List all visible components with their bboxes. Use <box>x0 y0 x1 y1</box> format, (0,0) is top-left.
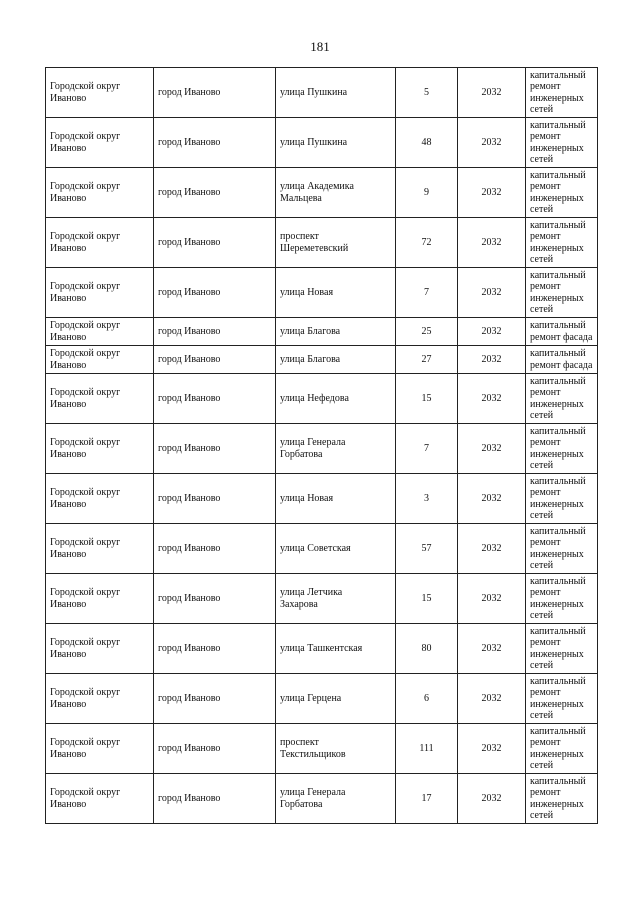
year-cell <box>458 268 526 318</box>
house-number-cell <box>396 168 458 218</box>
year-cell <box>458 346 526 374</box>
table-row <box>46 574 598 624</box>
district-cell <box>46 624 154 674</box>
year-cell <box>458 724 526 774</box>
work-type-cell-line: инженерных <box>530 498 584 510</box>
street-cell <box>276 724 396 774</box>
year-cell <box>458 674 526 724</box>
street-cell-line: улица Ташкентская <box>280 642 363 654</box>
district-cell <box>46 318 154 346</box>
city-cell <box>154 624 276 674</box>
city-cell-text: город Иваново <box>158 236 221 248</box>
city-cell-text: город Иваново <box>158 742 221 754</box>
house-number-cell <box>396 68 458 118</box>
street-cell-line: улица Академика <box>280 181 354 192</box>
district-cell <box>46 218 154 268</box>
street-cell-line: улица Герцена <box>280 692 342 704</box>
page-number: 181 <box>310 39 330 54</box>
table-row <box>46 524 598 574</box>
work-type-cell <box>526 624 598 674</box>
street-cell <box>276 168 396 218</box>
work-type-cell-line: инженерных <box>530 92 584 104</box>
street-cell <box>276 68 396 118</box>
district-cell-line: Городской округ <box>50 281 121 292</box>
district-cell-line: Городской округ <box>50 181 121 192</box>
street-cell-line: проспект <box>280 737 319 748</box>
work-type-cell-line: капитальный <box>530 675 586 687</box>
district-cell-line: Иваново <box>50 331 87 343</box>
district-cell <box>46 346 154 374</box>
work-type-cell-line: сетей <box>530 810 554 821</box>
work-type-cell <box>526 374 598 424</box>
city-cell <box>154 774 276 824</box>
city-cell-text: город Иваново <box>158 542 221 554</box>
work-type-cell-line: ремонт <box>530 437 561 448</box>
table-row <box>46 346 598 374</box>
city-cell-text: город Иваново <box>158 286 221 298</box>
work-type-cell-line: ремонт <box>530 787 561 798</box>
house-number-cell <box>396 724 458 774</box>
year-cell <box>458 574 526 624</box>
work-type-cell-line: ремонт <box>530 81 561 92</box>
year-cell-text: 2032 <box>481 353 502 365</box>
work-type-cell-line: инженерных <box>530 192 584 204</box>
house-number-cell-text: 80 <box>421 642 432 654</box>
work-type-cell-line: сетей <box>530 410 554 421</box>
street-cell-line: улица Новая <box>280 286 334 298</box>
table-row <box>46 724 598 774</box>
district-cell-line: Городской округ <box>50 437 121 448</box>
work-type-cell-line: капитальный <box>530 475 586 487</box>
table-row <box>46 318 598 346</box>
city-cell <box>154 674 276 724</box>
district-cell-line: Иваново <box>50 748 87 760</box>
district-cell-line: Иваново <box>50 798 87 810</box>
house-number-cell-text: 6 <box>424 692 429 704</box>
work-type-cell-line: сетей <box>530 460 554 471</box>
work-type-cell-line: ремонт <box>530 131 561 142</box>
city-cell <box>154 724 276 774</box>
city-cell-text: город Иваново <box>158 592 221 604</box>
house-number-cell <box>396 574 458 624</box>
work-type-cell-line: сетей <box>530 510 554 521</box>
street-cell-line: улица Летчика <box>280 587 343 598</box>
work-type-cell-line: инженерных <box>530 292 584 304</box>
city-cell <box>154 118 276 168</box>
table-row <box>46 218 598 268</box>
work-type-cell <box>526 524 598 574</box>
street-cell <box>276 674 396 724</box>
district-cell-line: Городской округ <box>50 637 121 648</box>
work-type-cell-line: ремонт <box>530 231 561 242</box>
city-cell-text: город Иваново <box>158 692 221 704</box>
year-cell-text: 2032 <box>481 325 502 337</box>
street-cell <box>276 318 396 346</box>
district-cell-line: Иваново <box>50 292 87 304</box>
year-cell-text: 2032 <box>481 592 502 604</box>
work-type-cell-line: сетей <box>530 304 554 315</box>
year-cell-text: 2032 <box>481 792 502 804</box>
district-cell-line: Иваново <box>50 498 87 510</box>
work-type-cell-line: капитальный <box>530 775 586 787</box>
house-number-cell-text: 7 <box>424 442 429 454</box>
table-row <box>46 68 598 118</box>
year-cell-text: 2032 <box>481 392 502 404</box>
work-type-cell-line: сетей <box>530 660 554 671</box>
work-type-cell-line: ремонт фасада <box>530 331 593 343</box>
table-row <box>46 118 598 168</box>
street-cell <box>276 374 396 424</box>
work-type-cell-line: инженерных <box>530 548 584 560</box>
work-type-cell <box>526 424 598 474</box>
work-type-cell-line: сетей <box>530 254 554 265</box>
district-cell <box>46 168 154 218</box>
city-cell <box>154 574 276 624</box>
year-cell-text: 2032 <box>481 236 502 248</box>
district-cell-line: Городской округ <box>50 587 121 598</box>
work-type-cell-line: капитальный <box>530 269 586 281</box>
work-type-cell-line: инженерных <box>530 748 584 760</box>
house-number-cell-text: 7 <box>424 286 429 298</box>
work-type-cell-line: инженерных <box>530 242 584 254</box>
work-type-cell-line: сетей <box>530 154 554 165</box>
table-row <box>46 168 598 218</box>
work-type-cell-line: капитальный <box>530 348 586 359</box>
year-cell <box>458 168 526 218</box>
street-cell-line: улица Благова <box>280 325 341 337</box>
house-number-cell <box>396 524 458 574</box>
work-type-cell-line: ремонт <box>530 537 561 548</box>
district-cell-line: Городской округ <box>50 787 121 798</box>
work-type-cell-line: ремонт <box>530 687 561 698</box>
street-cell <box>276 524 396 574</box>
work-type-cell-line: сетей <box>530 710 554 721</box>
work-type-cell-line: инженерных <box>530 648 584 660</box>
house-number-cell-text: 17 <box>421 792 432 804</box>
house-number-cell <box>396 218 458 268</box>
work-type-cell-line: капитальный <box>530 725 586 737</box>
address-program-table <box>45 67 598 824</box>
work-type-cell <box>526 674 598 724</box>
street-cell-line: Мальцева <box>280 192 322 204</box>
street-cell-line: улица Новая <box>280 492 334 504</box>
year-cell <box>458 524 526 574</box>
city-cell <box>154 524 276 574</box>
district-cell-line: Городской округ <box>50 687 121 698</box>
work-type-cell <box>526 574 598 624</box>
house-number-cell <box>396 424 458 474</box>
district-cell-line: Иваново <box>50 92 87 104</box>
work-type-cell <box>526 218 598 268</box>
year-cell <box>458 624 526 674</box>
year-cell <box>458 774 526 824</box>
house-number-cell <box>396 318 458 346</box>
work-type-cell <box>526 118 598 168</box>
city-cell <box>154 424 276 474</box>
year-cell <box>458 374 526 424</box>
work-type-cell <box>526 318 598 346</box>
district-cell <box>46 524 154 574</box>
work-type-cell <box>526 346 598 374</box>
table-row <box>46 374 598 424</box>
city-cell <box>154 318 276 346</box>
house-number-cell-text: 72 <box>421 236 432 248</box>
table-row <box>46 624 598 674</box>
table-row <box>46 774 598 824</box>
street-cell-line: улица Советская <box>280 542 351 554</box>
street-cell <box>276 346 396 374</box>
street-cell <box>276 574 396 624</box>
district-cell-line: Иваново <box>50 192 87 204</box>
year-cell <box>458 118 526 168</box>
house-number-cell <box>396 624 458 674</box>
work-type-cell-line: сетей <box>530 204 554 215</box>
work-type-cell-line: ремонт фасада <box>530 359 593 371</box>
year-cell <box>458 218 526 268</box>
district-cell <box>46 474 154 524</box>
city-cell-text: город Иваново <box>158 353 221 365</box>
city-cell-text: город Иваново <box>158 442 221 454</box>
work-type-cell-line: ремонт <box>530 487 561 498</box>
district-cell <box>46 268 154 318</box>
street-cell-line: Шереметевский <box>280 242 349 254</box>
work-type-cell-line: ремонт <box>530 587 561 598</box>
city-cell <box>154 68 276 118</box>
work-type-cell-line: ремонт <box>530 737 561 748</box>
year-cell-text: 2032 <box>481 86 502 98</box>
work-type-cell-line: капитальный <box>530 69 586 81</box>
street-cell <box>276 218 396 268</box>
year-cell-text: 2032 <box>481 492 502 504</box>
table-body <box>46 68 598 824</box>
district-cell <box>46 774 154 824</box>
house-number-cell-text: 3 <box>424 492 429 504</box>
district-cell-line: Иваново <box>50 398 87 410</box>
city-cell-text: город Иваново <box>158 136 221 148</box>
house-number-cell <box>396 674 458 724</box>
street-cell <box>276 624 396 674</box>
work-type-cell-line: капитальный <box>530 425 586 437</box>
work-type-cell-line: инженерных <box>530 798 584 810</box>
house-number-cell <box>396 346 458 374</box>
table-row <box>46 424 598 474</box>
house-number-cell-text: 25 <box>421 325 432 337</box>
house-number-cell-text: 15 <box>421 592 432 604</box>
work-type-cell-line: капитальный <box>530 219 586 231</box>
year-cell-text: 2032 <box>481 286 502 298</box>
district-cell <box>46 374 154 424</box>
city-cell <box>154 268 276 318</box>
year-cell-text: 2032 <box>481 136 502 148</box>
street-cell <box>276 118 396 168</box>
district-cell-line: Городской округ <box>50 131 121 142</box>
year-cell-text: 2032 <box>481 642 502 654</box>
house-number-cell <box>396 118 458 168</box>
year-cell-text: 2032 <box>481 542 502 554</box>
city-cell-text: город Иваново <box>158 492 221 504</box>
work-type-cell-line: инженерных <box>530 698 584 710</box>
work-type-cell-line: капитальный <box>530 169 586 181</box>
year-cell <box>458 474 526 524</box>
year-cell-text: 2032 <box>481 742 502 754</box>
year-cell-text: 2032 <box>481 442 502 454</box>
work-type-cell-line: сетей <box>530 760 554 771</box>
city-cell-text: город Иваново <box>158 186 221 198</box>
street-cell <box>276 474 396 524</box>
work-type-cell <box>526 724 598 774</box>
city-cell <box>154 168 276 218</box>
district-cell-line: Городской округ <box>50 737 121 748</box>
house-number-cell <box>396 774 458 824</box>
house-number-cell-text: 48 <box>421 136 432 148</box>
house-number-cell <box>396 268 458 318</box>
district-cell-line: Иваново <box>50 142 87 154</box>
district-cell-line: Городской округ <box>50 348 121 359</box>
house-number-cell-text: 57 <box>421 542 432 554</box>
district-cell <box>46 118 154 168</box>
city-cell <box>154 346 276 374</box>
work-type-cell-line: капитальный <box>530 625 586 637</box>
street-cell-line: улица Благова <box>280 353 341 365</box>
street-cell-line: проспект <box>280 231 319 242</box>
city-cell-text: город Иваново <box>158 392 221 404</box>
city-cell <box>154 474 276 524</box>
year-cell <box>458 68 526 118</box>
table-row <box>46 268 598 318</box>
district-cell-line: Городской округ <box>50 81 121 92</box>
district-cell-line: Иваново <box>50 359 87 371</box>
work-type-cell-line: инженерных <box>530 448 584 460</box>
work-type-cell-line: ремонт <box>530 281 561 292</box>
work-type-cell-line: инженерных <box>530 142 584 154</box>
work-type-cell-line: инженерных <box>530 398 584 410</box>
table-row <box>46 474 598 524</box>
street-cell-line: улица Генерала <box>280 437 346 448</box>
house-number-cell-text: 15 <box>421 392 432 404</box>
table-row <box>46 674 598 724</box>
work-type-cell-line: ремонт <box>530 387 561 398</box>
city-cell-text: город Иваново <box>158 642 221 654</box>
work-type-cell-line: ремонт <box>530 181 561 192</box>
work-type-cell-line: капитальный <box>530 575 586 587</box>
street-cell-line: Горбатова <box>280 448 323 460</box>
district-cell-line: Городской округ <box>50 487 121 498</box>
work-type-cell-line: капитальный <box>530 119 586 131</box>
work-type-cell-line: сетей <box>530 560 554 571</box>
district-cell-line: Иваново <box>50 548 87 560</box>
work-type-cell-line: сетей <box>530 610 554 621</box>
work-type-cell-line: сетей <box>530 104 554 115</box>
district-cell-line: Городской округ <box>50 537 121 548</box>
house-number-cell-text: 9 <box>424 186 429 198</box>
city-cell-text: город Иваново <box>158 792 221 804</box>
house-number-cell <box>396 374 458 424</box>
district-cell <box>46 424 154 474</box>
work-type-cell <box>526 774 598 824</box>
street-cell-line: Горбатова <box>280 798 323 810</box>
street-cell <box>276 424 396 474</box>
house-number-cell-text: 111 <box>419 742 434 754</box>
district-cell-line: Иваново <box>50 648 87 660</box>
work-type-cell <box>526 268 598 318</box>
district-cell <box>46 674 154 724</box>
city-cell <box>154 218 276 268</box>
year-cell-text: 2032 <box>481 692 502 704</box>
work-type-cell-line: капитальный <box>530 375 586 387</box>
work-type-cell <box>526 168 598 218</box>
work-type-cell <box>526 68 598 118</box>
district-cell-line: Городской округ <box>50 231 121 242</box>
street-cell <box>276 268 396 318</box>
city-cell-text: город Иваново <box>158 86 221 98</box>
year-cell <box>458 318 526 346</box>
district-cell-line: Иваново <box>50 448 87 460</box>
work-type-cell-line: капитальный <box>530 320 586 331</box>
district-cell-line: Иваново <box>50 598 87 610</box>
city-cell-text: город Иваново <box>158 325 221 337</box>
year-cell-text: 2032 <box>481 186 502 198</box>
street-cell-line: улица Пушкина <box>280 86 348 98</box>
work-type-cell <box>526 474 598 524</box>
work-type-cell-line: инженерных <box>530 598 584 610</box>
street-cell-line: Захарова <box>280 598 318 610</box>
street-cell-line: улица Нефедова <box>280 392 349 404</box>
work-type-cell-line: капитальный <box>530 525 586 537</box>
street-cell-line: улица Пушкина <box>280 136 348 148</box>
district-cell <box>46 574 154 624</box>
house-number-cell-text: 27 <box>421 353 432 365</box>
city-cell <box>154 374 276 424</box>
district-cell <box>46 724 154 774</box>
street-cell-line: улица Генерала <box>280 787 346 798</box>
district-cell-line: Иваново <box>50 242 87 254</box>
district-cell-line: Городской округ <box>50 320 121 331</box>
year-cell <box>458 424 526 474</box>
street-cell-line: Текстильщиков <box>280 748 346 760</box>
district-cell-line: Иваново <box>50 698 87 710</box>
house-number-cell <box>396 474 458 524</box>
house-number-cell-text: 5 <box>424 86 429 98</box>
district-cell-line: Городской округ <box>50 387 121 398</box>
district-cell <box>46 68 154 118</box>
work-type-cell-line: ремонт <box>530 637 561 648</box>
street-cell <box>276 774 396 824</box>
